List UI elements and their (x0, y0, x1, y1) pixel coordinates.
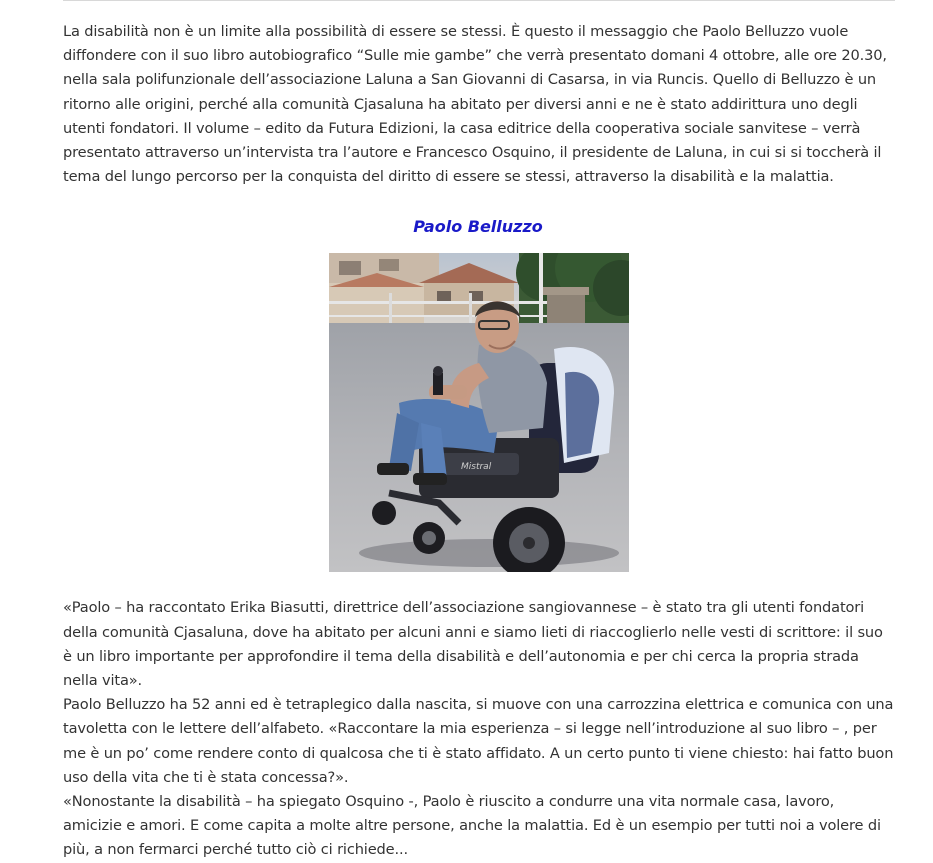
wheelchair-portrait-photo-icon (329, 253, 629, 572)
quote-paragraph-osquino: «Nonostante la disabilità – ha spiegato Osquino -, Paolo è riuscito a condurre una vita normale casa, lavoro, amicizie e amori. E come capita a molte altre persone, anche la malattia. Ed è un esempio per tutti noi a volere di più, a non fermarci perché tutto ciò ci richiede... (63, 793, 881, 859)
article-continuation (63, 596, 895, 862)
article-photo (329, 253, 629, 572)
bio-paragraph: Paolo Belluzzo ha 52 anni ed è tetraplegico dalla nascita, si muove con una carrozzina elettrica e comunica con una tavoletta con le lettere dell’alfabeto. «Raccontare la mia esperienza – si legge nell’introduzione al suo libro – , per me è un po’ come rendere conto di qualcosa che ti è stato affidato. A un certo punto ti viene chiesto: hai fatto buon uso della vita che ti è stata concessa?». (63, 696, 894, 786)
top-divider (63, 0, 895, 1)
article-body (63, 20, 895, 863)
photo-caption: Paolo Belluzzo (413, 217, 543, 237)
wheelchair-brand-label: Mistral (461, 462, 492, 473)
quote-paragraph-biasutti: «Paolo – ha raccontato Erika Biasutti, direttrice dell’associazione sangiovannese – è stato tra gli utenti fondatori della comunità Cjasaluna, dove ha abitato per alcuni anni e siamo lieti di riaccoglierlo nelle vesti di scrittore: il suo è un libro importante per approfondire il tema della disabilità e dell’autonomia e per chi cerca la propria strada nella vita». (63, 599, 883, 690)
article-intro-paragraph: La disabilità non è un limite alla possibilità di essere se stessi. È questo il messaggio che Paolo Belluzzo vuole diffondere con il suo libro autobiografico “Sulle mie gambe” che verrà presentato domani 4 ottobre, alle ore 20.30, nella sala polifunzionale dell’associazione Laluna a San Giovanni di Casarsa, in via Runcis. Quello di Belluzzo è un ritorno alle origini, perché alla comunità Cjasaluna ha abitato per diversi anni e ne è stato addirittura uno degli utenti fondatori. Il volume – edito da Futura Edizioni, la casa editrice della cooperativa sociale sanvitese – verrà presentato attraverso un’intervista tra l’autore e Francesco Osquino, il presidente de Laluna, in cui si si toccherà il tema del lungo percorso per la conquista del diritto di essere se stessi, attraverso la disabilità e la malattia. (63, 23, 887, 186)
